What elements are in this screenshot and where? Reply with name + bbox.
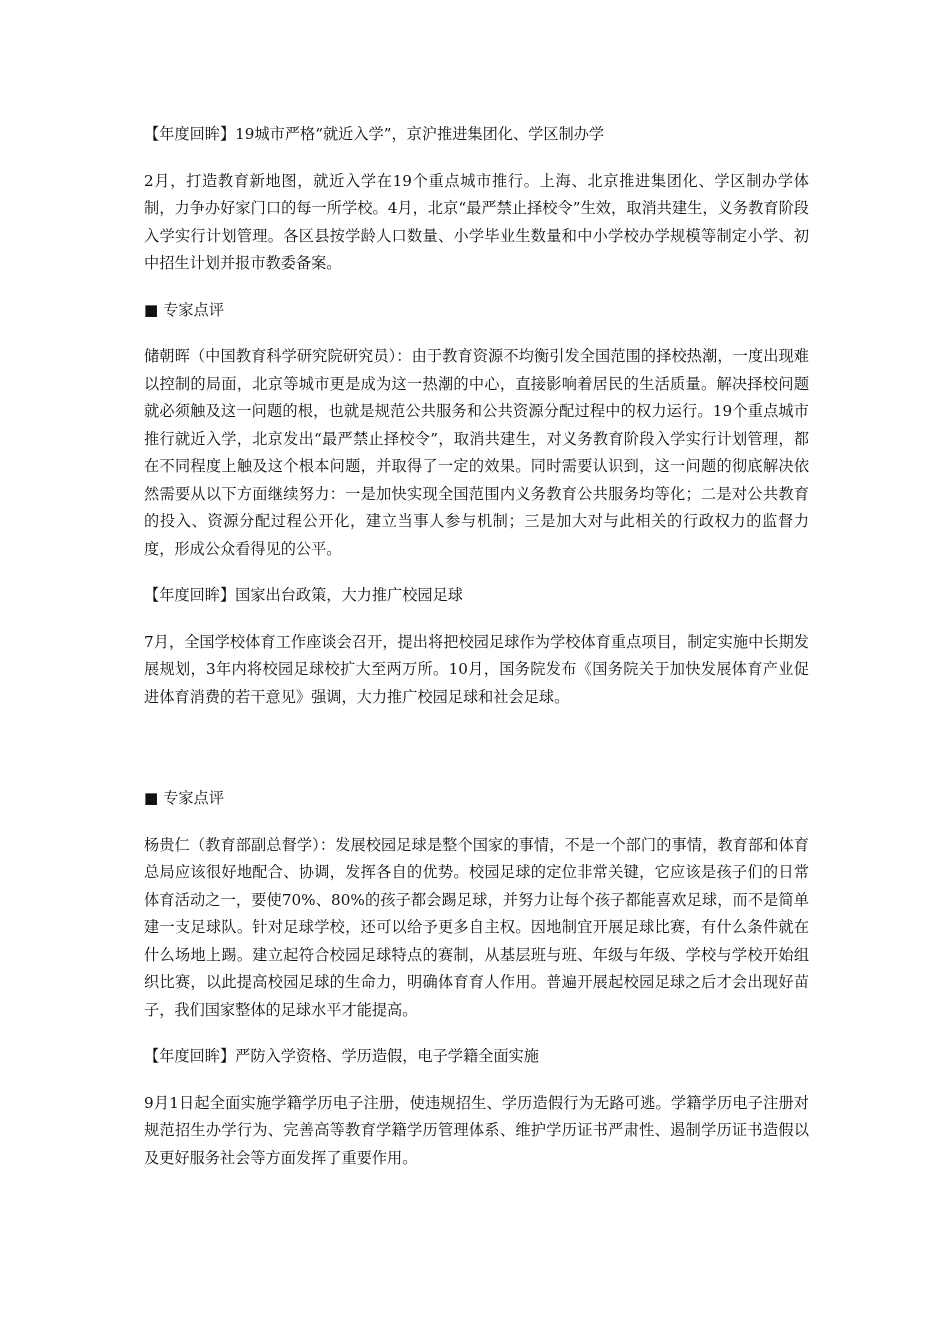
section-heading-campus-football: 【年度回眸】国家出台政策，大力推广校园足球 [144, 586, 463, 604]
body-paragraph-electronic-records: 9月1日起全面实施学籍学历电子注册，使违规招生、学历造假行为无路可逃。学籍学历电子注册对规范招生办学行为、完善高等教育学籍学历管理体系、维护学历证书严肃性、遏制学历证书造假以及更好服务社会等方面发挥了重要作用。 [144, 1093, 809, 1167]
body-paragraph-nearby-enrollment: 2月，打造教育新地图，就近入学在19个重点城市推行。上海、北京推进集团化、学区制办学体制，力争办好家门口的每一所学校。4月，北京“最严禁止择校令”生效，取消共建生，义务教育阶段入学实行计划管理。各区县按学龄人口数量、小学毕业生数量和中小学校办学规模等制定小学、初中招生计划并报市教委备案。 [144, 171, 809, 272]
section-heading-electronic-records: 【年度回眸】严防入学资格、学历造假，电子学籍全面实施 [144, 1047, 539, 1065]
expert-comment-chu-zhaohui: 储朝晖（中国教育科学研究院研究员）：由于教育资源不均衡引发全国范围的择校热潮，一度出现难以控制的局面，北京等城市更是成为这一热潮的中心，直接影响着居民的生活质量。解决择校问题就必须触及这一问题的根，也就是规范公共服务和公共资源分配过程中的权力运行。19个重点城市推行就近入学，北京发出“最严禁止择校令”，取消共建生，对义务教育阶段入学实行计划管理，都在不同程度上触及这个根本问题，并取得了一定的效果。同时需要认识到，这一问题的彻底解决依然需要从以下方面继续努力：一是加快实现全国范围内义务教育公共服务均等化；二是对公共教育的投入、资源分配过程公开化，建立当事人参与机制；三是加大对与此相关的行政权力的监督力度，形成公众看得见的公平。 [144, 347, 809, 558]
expert-comment-label: ■ 专家点评 [144, 300, 224, 319]
expert-comment-yang-guiren: 杨贵仁（教育部副总督学）：发展校园足球是整个国家的事情，不是一个部门的事情，教育部和体育总局应该很好地配合、协调，发挥各自的优势。校园足球的定位非常关键，它应该是孩子们的日常体育活动之一，要使70%、80%的孩子都会踢足球，并努力让每个孩子都能喜欢足球，而不是简单建一支足球队。针对足球学校，还可以给予更多自主权。因地制宜开展足球比赛，有什么条件就在什么场地上踢。建立起符合校园足球特点的赛制，从基层班与班、年级与年级、学校与学校开始组织比赛，以此提高校园足球的生命力，明确体育育人作用。普遍开展起校园足球之后才会出现好苗子，我们国家整体的足球水平才能提高。 [144, 835, 809, 1019]
document-body [144, 121, 809, 1191]
section-heading-nearby-enrollment: 【年度回眸】19城市严格“就近入学”，京沪推进集团化、学区制办学 [144, 125, 605, 143]
body-paragraph-campus-football: 7月，全国学校体育工作座谈会召开，提出将把校园足球作为学校体育重点项目，制定实施中长期发展规划，3年内将校园足球校扩大至两万所。10月，国务院发布《国务院关于加快发展体育产业促进体育消费的若干意见》强调，大力推广校园足球和社会足球。 [144, 632, 809, 706]
expert-comment-label: ■ 专家点评 [144, 789, 224, 807]
